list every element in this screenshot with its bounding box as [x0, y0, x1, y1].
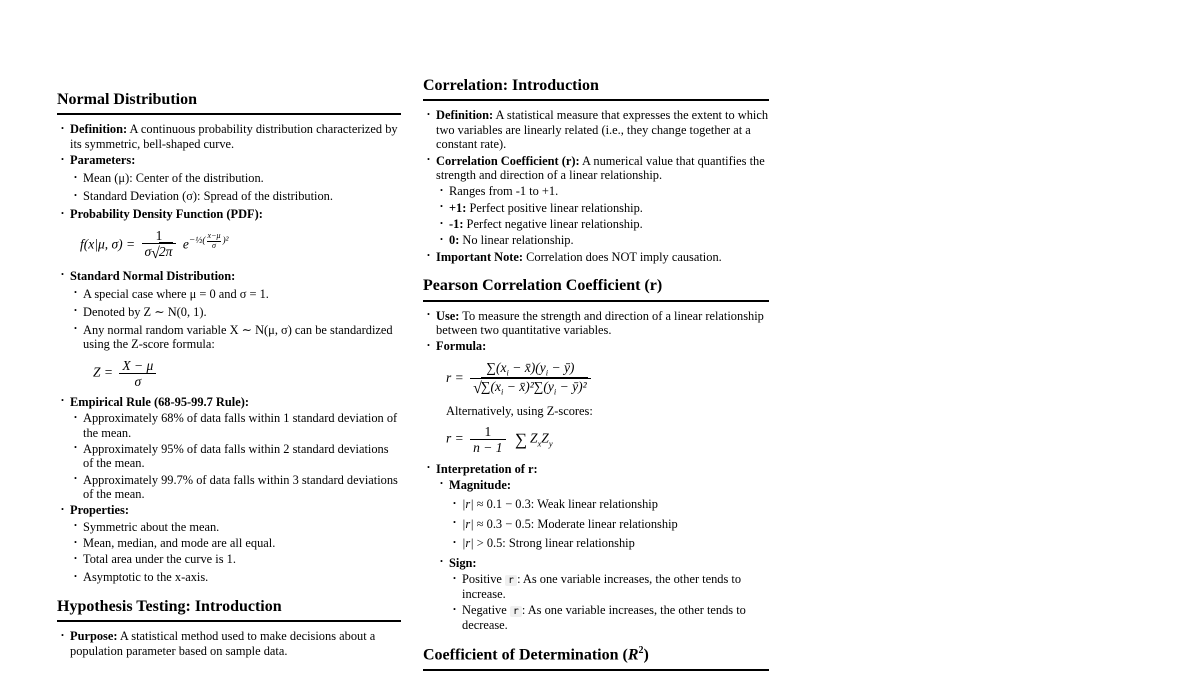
bold-label: Probability Density Function (PDF): — [70, 207, 263, 222]
text: Perfect negative linear relationship. — [463, 217, 643, 232]
text: Mean, median, and mode are all equal. — [83, 536, 276, 551]
bullet-list — [70, 520, 401, 585]
right-column — [423, 77, 769, 678]
list-item — [83, 323, 401, 389]
text: No linear relationship. — [459, 233, 574, 248]
text: A statistical method used to make decisions about a population parameter based on sample data. — [70, 629, 376, 658]
bold-label: Properties: — [70, 503, 129, 518]
text: Symmetric about the mean. — [83, 519, 220, 534]
text: ≈ 0.1 − 0.3: Weak linear relationship — [473, 497, 658, 512]
list-item — [83, 171, 401, 186]
section-heading: Pearson Correlation Coefficient (r) — [423, 277, 769, 301]
text: A special case where μ = 0 and σ = 1. — [83, 286, 269, 301]
bullet-list — [436, 478, 769, 632]
list-item — [449, 556, 769, 632]
section-hypothesis-testing — [57, 598, 401, 658]
text: : As one variable increases, the other tends to increase. — [462, 572, 742, 601]
text: A numerical value that quantifies the strength and direction of a linear relationship. — [436, 153, 765, 183]
list-item — [83, 473, 401, 502]
text: Standard Deviation (σ): Spread of the distribution. — [83, 189, 333, 204]
list-item — [436, 462, 769, 633]
text: Negative — [462, 603, 510, 618]
section-heading: Hypothesis Testing: Introduction — [57, 598, 401, 622]
text: > 0.5: Strong linear relationship — [473, 536, 635, 551]
section-heading: Coefficient of Determination $(R^2)$ — [423, 645, 769, 671]
bullet-list — [423, 309, 769, 633]
text: Total area under the curve is 1. — [83, 552, 236, 567]
text: : As one variable increases, the other tends to decrease. — [462, 603, 746, 632]
pearson-formula — [446, 360, 769, 398]
fraction — [470, 424, 505, 455]
list-item — [436, 154, 769, 248]
list-item — [462, 572, 769, 601]
list-item — [83, 536, 401, 551]
list-item — [83, 520, 401, 535]
bold-label: Formula: — [436, 339, 487, 354]
fraction — [119, 358, 156, 389]
bold-label: +1: — [449, 200, 467, 215]
bold-label: Interpretation of r: — [436, 461, 538, 476]
list-item — [83, 442, 401, 471]
bold-label: Sign: — [449, 555, 477, 570]
formula-lhs: r = — [446, 431, 464, 447]
summation-sign: ∑ — [514, 430, 527, 450]
bold-label: Correlation Coefficient (r): — [436, 153, 580, 168]
list-item — [436, 309, 769, 338]
radicand: 2π — [158, 243, 173, 259]
list-item — [462, 536, 769, 551]
numerator: 1 — [155, 227, 163, 243]
section-heading: Normal Distribution — [57, 91, 401, 115]
denominator — [470, 378, 591, 398]
text: Any normal random variable X ∼ N(μ, σ) can be standardized using the Z-score formula: — [83, 322, 393, 352]
math-expr: |r| — [462, 497, 474, 512]
list-item — [70, 629, 401, 658]
alt-formula-label: Alternatively, using Z-scores: — [446, 403, 593, 418]
radical-sign: √ — [473, 379, 482, 397]
fraction — [470, 360, 591, 398]
list-item — [449, 233, 769, 248]
fraction — [142, 228, 177, 263]
list-item — [70, 395, 401, 502]
bold-label: Parameters: — [70, 153, 136, 168]
list-item — [70, 153, 401, 204]
bold-label: Purpose: — [70, 629, 118, 644]
list-item — [462, 603, 769, 632]
list-item — [436, 339, 769, 455]
list-item — [70, 207, 401, 262]
text: Positive — [462, 572, 506, 587]
list-item — [83, 570, 401, 585]
section-coefficient-determination — [423, 645, 769, 671]
fraction: $\frac{x-\mu}{\sigma}$ — [207, 230, 221, 250]
list-item — [449, 201, 769, 216]
bold-label: Important Note: — [436, 249, 524, 264]
pdf-formula — [80, 228, 401, 263]
bold-label: Definition: — [70, 122, 128, 137]
list-item — [70, 269, 401, 389]
inline-code-r: r — [505, 575, 517, 586]
list-item — [83, 552, 401, 567]
math-expr: |r| — [462, 516, 474, 531]
exponent: −½( x−μ σ )² — [188, 230, 229, 250]
list-item — [83, 189, 401, 204]
list-item — [449, 184, 769, 199]
bold-label: Use: — [436, 308, 460, 323]
list-item — [436, 250, 769, 265]
section-normal-distribution — [57, 91, 401, 585]
list-item — [449, 217, 769, 232]
list-item — [436, 108, 769, 152]
bold-label: Empirical Rule (68-95-99.7 Rule): — [70, 394, 249, 409]
text: Ranges from -1 to +1. — [449, 184, 559, 199]
radicand: $\sum(x_i$ − $x̄)^2\sum(y_i$ − ȳ)² — [480, 379, 587, 397]
bold-label: Magnitude: — [449, 477, 511, 492]
list-item — [70, 122, 401, 151]
text: Denoted by Z ∼ N(0, 1). — [83, 304, 207, 319]
text: Mean (μ): Center of the distribution. — [83, 171, 264, 186]
list-item — [83, 411, 401, 440]
bold-label: -1: — [449, 217, 464, 232]
text: Perfect positive linear relationship. — [466, 200, 643, 215]
list-item — [83, 305, 401, 320]
list-item — [449, 478, 769, 551]
left-column — [57, 91, 401, 660]
pearson-z-formula: r = $\frac{1}{n - 1}$ ∑ $Z_xZ_y$ — [446, 424, 553, 456]
text: To measure the strength and direction of a linear relationship between two quantitative variables. — [436, 308, 764, 338]
bullet-list — [57, 629, 401, 658]
bullet-list — [70, 171, 401, 204]
formula-lhs: r = — [446, 369, 464, 385]
section-pearson-coefficient — [423, 277, 769, 632]
list-item — [70, 503, 401, 584]
bullet-list — [70, 287, 401, 389]
section-correlation-introduction — [423, 77, 769, 264]
list-item — [462, 497, 769, 512]
text: Asymptotic to the x-axis. — [83, 570, 209, 585]
numerator: X − μ — [122, 357, 154, 373]
exp-base: e — [182, 236, 189, 252]
bold-label: Definition: — [436, 108, 494, 123]
text: A statistical measure that expresses the extent to which two variables are linearly related (i.e., they change together at a constant rate). — [436, 108, 769, 152]
numerator: 1 — [484, 424, 492, 440]
denominator: σ — [119, 373, 156, 389]
bullet-list — [423, 108, 769, 264]
inline-code-r: r — [510, 606, 522, 617]
text: Approximately 99.7% of data falls within 3 standard deviations of the mean. — [83, 472, 398, 502]
z-score-formula — [93, 358, 401, 389]
list-item — [83, 287, 401, 302]
text: Correlation does NOT imply causation. — [523, 249, 722, 264]
bold-label: Standard Normal Distribution: — [70, 268, 236, 283]
bold-label: 0: — [449, 233, 460, 248]
text: A continuous probability distribution characterized by its symmetric, bell-shaped curve. — [70, 122, 398, 151]
list-item — [462, 517, 769, 532]
text: Approximately 68% of data falls within 1 standard deviation of the mean. — [83, 411, 398, 440]
bullet-list — [436, 184, 769, 247]
section-heading: Correlation: Introduction — [423, 77, 769, 101]
math-expr: |r| — [462, 536, 474, 551]
bullet-list — [449, 572, 769, 632]
bullet-list — [449, 497, 769, 551]
formula-lhs: Z = — [93, 364, 113, 380]
formula-lhs: f(x|μ, σ) = — [80, 236, 136, 252]
denominator: n − 1 — [470, 439, 505, 455]
numerator: $\sum(x_i$ − $x̄)(y_i$ − ȳ) — [486, 359, 575, 378]
denominator: σ√2π — [142, 243, 177, 263]
radical-sign: √ — [151, 244, 160, 262]
text: ≈ 0.3 − 0.5: Moderate linear relationship — [473, 516, 678, 531]
bullet-list — [57, 122, 401, 584]
bullet-list — [70, 411, 401, 502]
text: Approximately 95% of data falls within 2 standard deviations of the mean. — [83, 441, 389, 471]
